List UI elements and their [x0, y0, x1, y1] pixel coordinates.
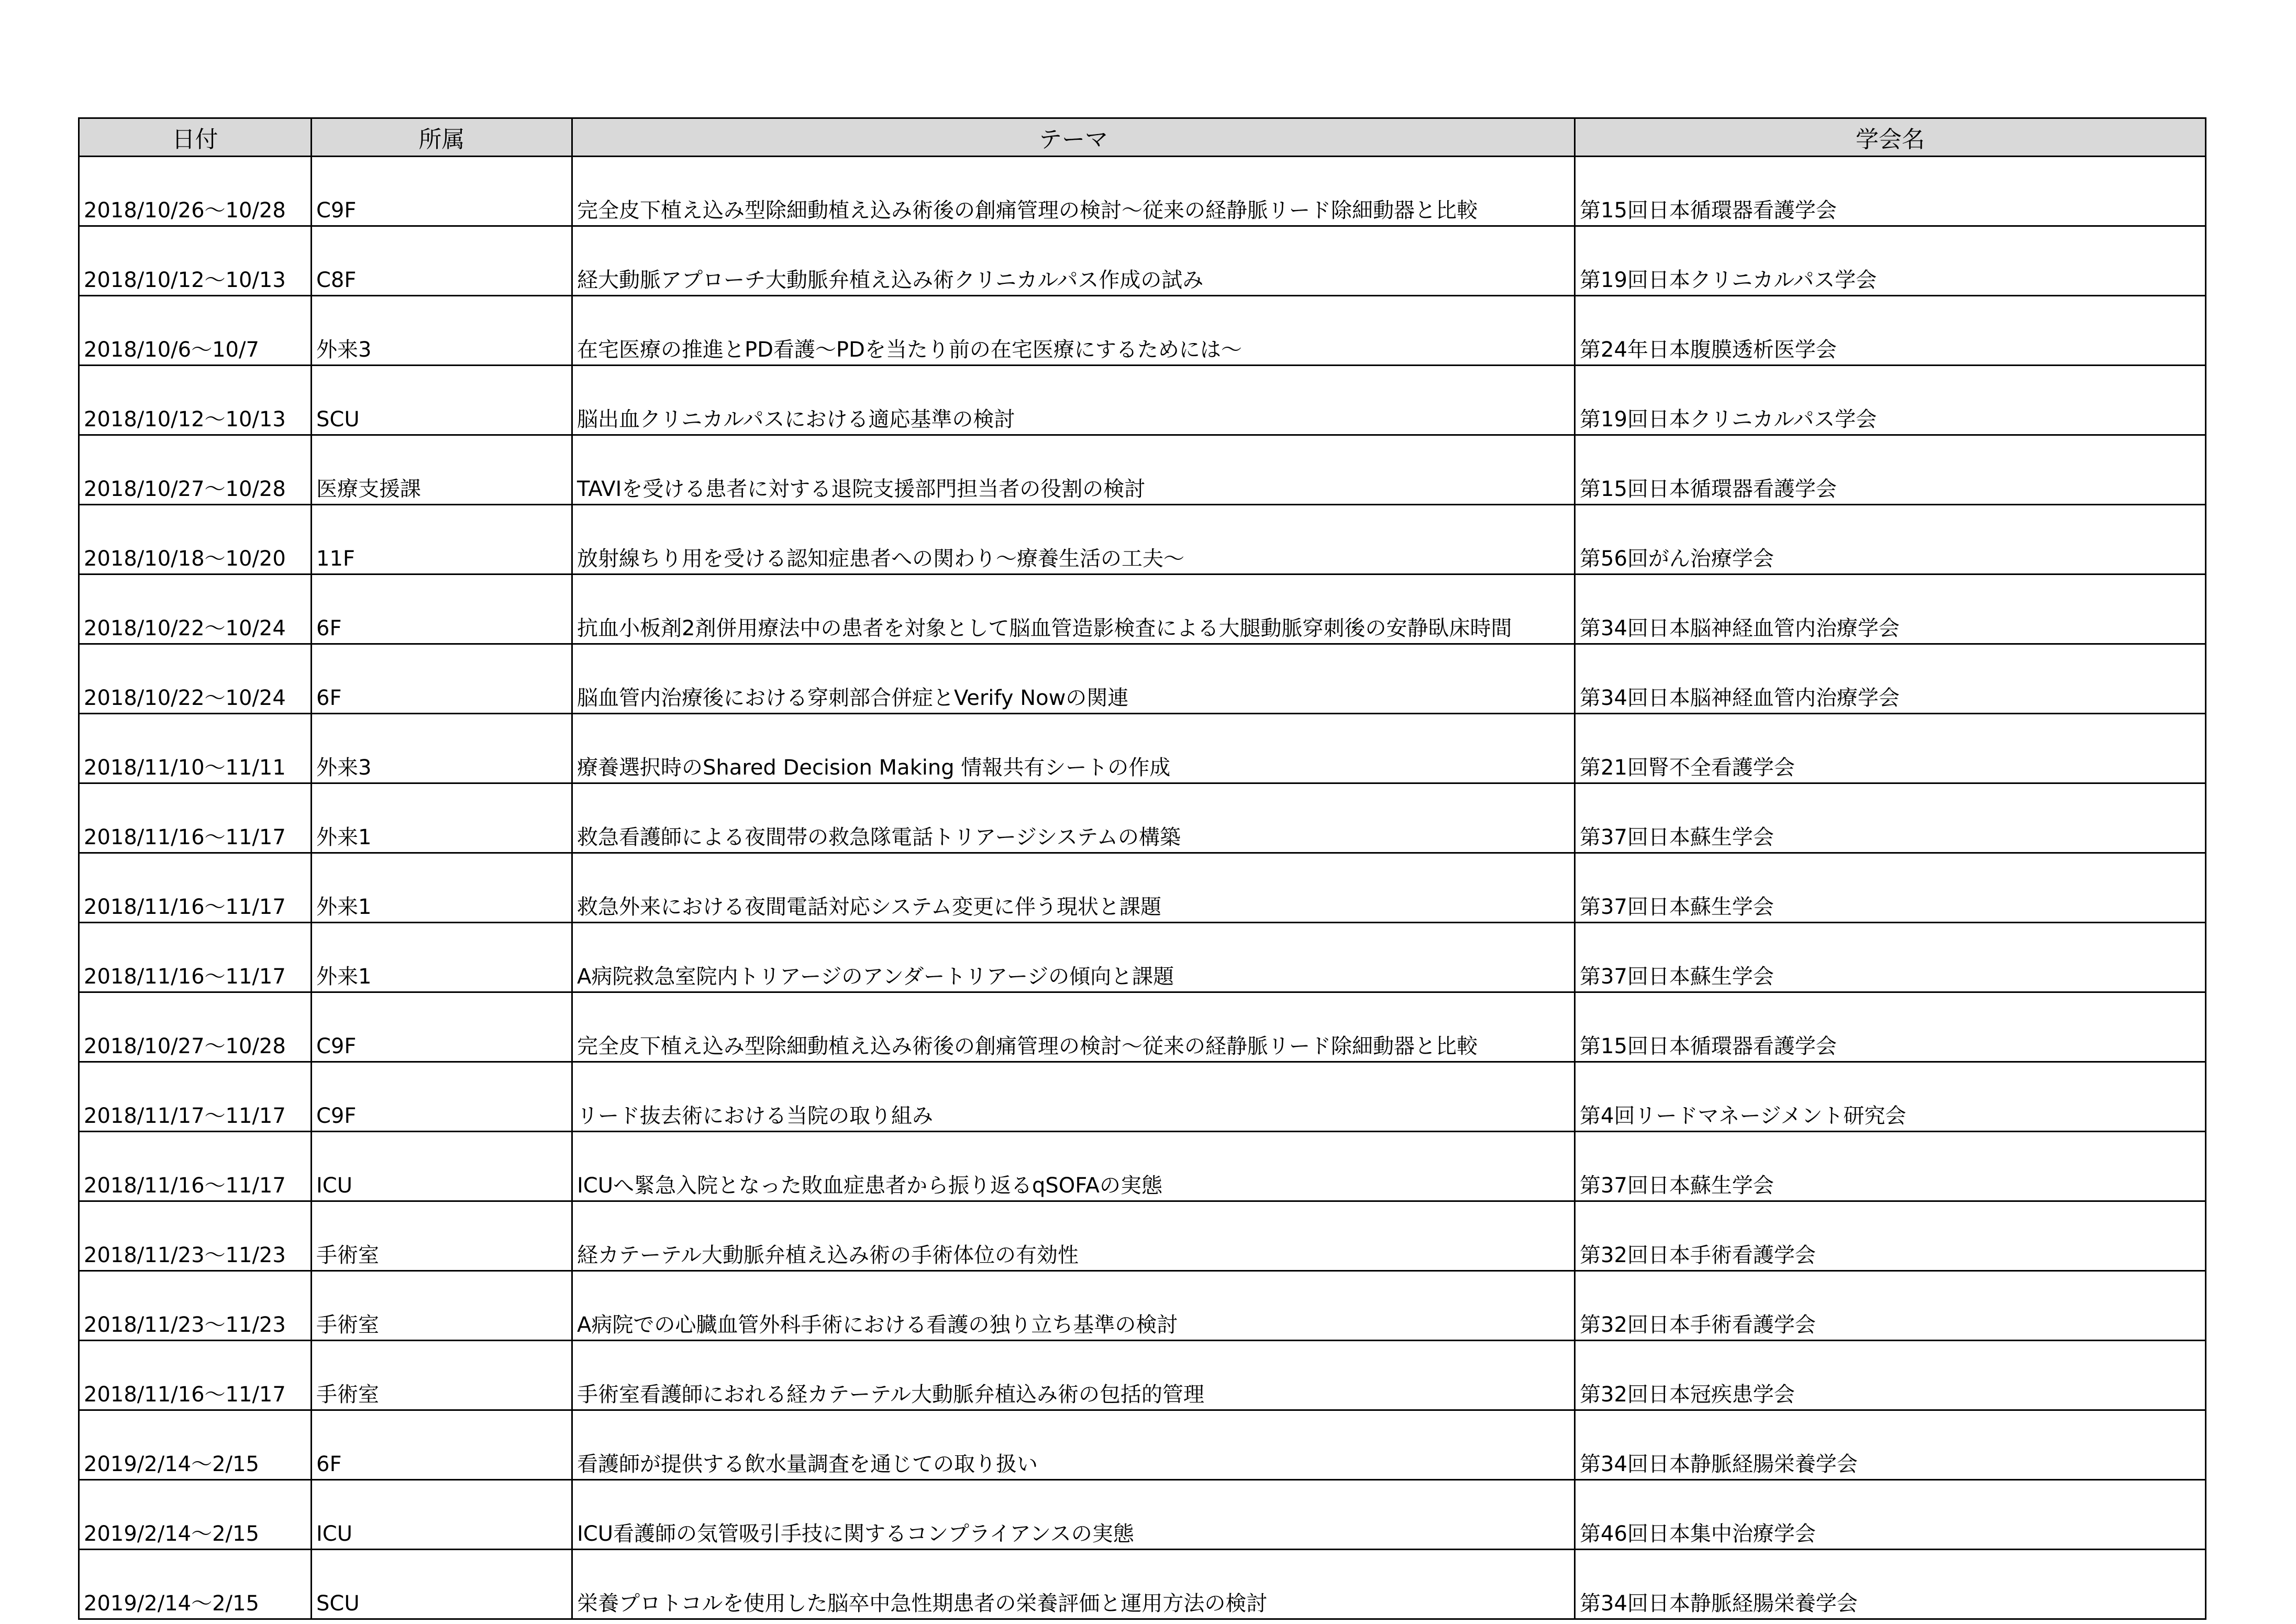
cell-conference: 第56回がん治療学会	[1575, 505, 2206, 575]
cell-dept: C9F	[312, 157, 572, 226]
cell-date: 2018/10/12～10/13	[79, 226, 312, 296]
cell-dept: 外来3	[312, 296, 572, 366]
table-row	[79, 1062, 2206, 1132]
table-row	[79, 1480, 2206, 1550]
cell-conference: 第15回日本循環器看護学会	[1575, 157, 2206, 226]
table-row	[79, 505, 2206, 575]
cell-dept: ICU	[312, 1132, 572, 1201]
cell-conference: 第32回日本手術看護学会	[1575, 1271, 2206, 1341]
cell-theme: 抗血小板剤2剤併用療法中の患者を対象として脳血管造影検査による大腿動脈穿刺後の安静臥床時間	[572, 575, 1575, 644]
cell-date: 2018/11/16～11/17	[79, 923, 312, 992]
cell-theme: 療養選択時のShared Decision Making 情報共有シートの作成	[572, 714, 1575, 783]
cell-date: 2018/10/22～10/24	[79, 575, 312, 644]
cell-date: 2018/11/10～11/11	[79, 714, 312, 783]
table-row	[79, 435, 2206, 505]
cell-conference: 第34回日本脳神経血管内治療学会	[1575, 644, 2206, 714]
cell-conference: 第37回日本蘇生学会	[1575, 853, 2206, 923]
cell-theme: 看護師が提供する飲水量調査を通じての取り扱い	[572, 1410, 1575, 1480]
header-dept: 所属	[312, 118, 572, 157]
cell-dept: ICU	[312, 1480, 572, 1550]
cell-conference: 第15回日本循環器看護学会	[1575, 435, 2206, 505]
cell-theme: 経カテーテル大動脈弁植え込み術の手術体位の有効性	[572, 1201, 1575, 1271]
cell-theme: 在宅医療の推進とPD看護～PDを当たり前の在宅医療にするためには～	[572, 296, 1575, 366]
cell-date: 2018/10/12～10/13	[79, 366, 312, 435]
cell-date: 2018/11/16～11/17	[79, 783, 312, 853]
cell-conference: 第24年日本腹膜透析医学会	[1575, 296, 2206, 366]
cell-date: 2019/2/14～2/15	[79, 1550, 312, 1619]
cell-conference: 第4回リードマネージメント研究会	[1575, 1062, 2206, 1132]
cell-date: 2018/10/22～10/24	[79, 644, 312, 714]
cell-theme: 脳血管内治療後における穿刺部合併症とVerify Nowの関連	[572, 644, 1575, 714]
cell-date: 2018/11/23～11/23	[79, 1201, 312, 1271]
cell-dept: 手術室	[312, 1271, 572, 1341]
table-row	[79, 1132, 2206, 1201]
cell-conference: 第37回日本蘇生学会	[1575, 1132, 2206, 1201]
cell-conference: 第46回日本集中治療学会	[1575, 1480, 2206, 1550]
cell-conference: 第19回日本クリニカルパス学会	[1575, 366, 2206, 435]
cell-conference: 第21回腎不全看護学会	[1575, 714, 2206, 783]
cell-dept: 手術室	[312, 1341, 572, 1410]
cell-theme: 手術室看護師におれる経カテーテル大動脈弁植込み術の包括的管理	[572, 1341, 1575, 1410]
cell-conference: 第34回日本静脈経腸栄養学会	[1575, 1550, 2206, 1619]
cell-date: 2018/10/6～10/7	[79, 296, 312, 366]
table-row	[79, 226, 2206, 296]
table-row	[79, 853, 2206, 923]
cell-theme: TAVIを受ける患者に対する退院支援部門担当者の役割の検討	[572, 435, 1575, 505]
cell-date: 2018/11/23～11/23	[79, 1271, 312, 1341]
table-row	[79, 1271, 2206, 1341]
cell-date: 2018/11/16～11/17	[79, 853, 312, 923]
table-row	[79, 714, 2206, 783]
table-row	[79, 1410, 2206, 1480]
cell-dept: 外来3	[312, 714, 572, 783]
header-theme: テーマ	[572, 118, 1575, 157]
cell-theme: ICU看護師の気管吸引手技に関するコンプライアンスの実態	[572, 1480, 1575, 1550]
cell-date: 2019/2/14～2/15	[79, 1480, 312, 1550]
cell-date: 2018/10/26～10/28	[79, 157, 312, 226]
header-row	[79, 118, 2206, 157]
header-conference: 学会名	[1575, 118, 2206, 157]
cell-theme: 経大動脈アプローチ大動脈弁植え込み術クリニカルパス作成の試み	[572, 226, 1575, 296]
cell-dept: 6F	[312, 644, 572, 714]
table-row	[79, 157, 2206, 226]
cell-dept: 手術室	[312, 1201, 572, 1271]
cell-dept: C9F	[312, 992, 572, 1062]
cell-dept: 医療支援課	[312, 435, 572, 505]
cell-theme: 栄養プロトコルを使用した脳卒中急性期患者の栄養評価と運用方法の検討	[572, 1550, 1575, 1619]
cell-conference: 第15回日本循環器看護学会	[1575, 992, 2206, 1062]
cell-date: 2018/10/27～10/28	[79, 992, 312, 1062]
table-row	[79, 1341, 2206, 1410]
cell-dept: SCU	[312, 1550, 572, 1619]
cell-theme: 完全皮下植え込み型除細動植え込み術後の創痛管理の検討～従来の経静脈リード除細動器と比較	[572, 157, 1575, 226]
cell-theme: ICUへ緊急入院となった敗血症患者から振り返るqSOFAの実態	[572, 1132, 1575, 1201]
cell-dept: 外来1	[312, 853, 572, 923]
cell-date: 2018/11/16～11/17	[79, 1341, 312, 1410]
cell-theme: 放射線ちり用を受ける認知症患者への関わり～療養生活の工夫～	[572, 505, 1575, 575]
table-row	[79, 575, 2206, 644]
header-date: 日付	[79, 118, 312, 157]
cell-dept: C9F	[312, 1062, 572, 1132]
table-row	[79, 783, 2206, 853]
cell-date: 2018/11/17～11/17	[79, 1062, 312, 1132]
cell-dept: 外来1	[312, 923, 572, 992]
table-row	[79, 644, 2206, 714]
cell-dept: 11F	[312, 505, 572, 575]
cell-conference: 第32回日本手術看護学会	[1575, 1201, 2206, 1271]
cell-date: 2018/11/16～11/17	[79, 1132, 312, 1201]
table-row	[79, 1201, 2206, 1271]
cell-theme: 脳出血クリニカルパスにおける適応基準の検討	[572, 366, 1575, 435]
cell-date: 2018/10/18～10/20	[79, 505, 312, 575]
cell-date: 2018/10/27～10/28	[79, 435, 312, 505]
cell-dept: C8F	[312, 226, 572, 296]
conference-table	[78, 117, 2206, 1620]
cell-dept: 外来1	[312, 783, 572, 853]
cell-conference: 第32回日本冠疾患学会	[1575, 1341, 2206, 1410]
table-row	[79, 992, 2206, 1062]
cell-theme: リード抜去術における当院の取り組み	[572, 1062, 1575, 1132]
table-row	[79, 1550, 2206, 1619]
cell-theme: 救急看護師による夜間帯の救急隊電話トリアージシステムの構築	[572, 783, 1575, 853]
cell-conference: 第34回日本静脈経腸栄養学会	[1575, 1410, 2206, 1480]
cell-theme: 完全皮下植え込み型除細動植え込み術後の創痛管理の検討～従来の経静脈リード除細動器と比較	[572, 992, 1575, 1062]
cell-theme: A病院救急室院内トリアージのアンダートリアージの傾向と課題	[572, 923, 1575, 992]
cell-date: 2019/2/14～2/15	[79, 1410, 312, 1480]
cell-conference: 第37回日本蘇生学会	[1575, 783, 2206, 853]
cell-dept: 6F	[312, 1410, 572, 1480]
cell-theme: 救急外来における夜間電話対応システム変更に伴う現状と課題	[572, 853, 1575, 923]
table-row	[79, 923, 2206, 992]
table-row	[79, 296, 2206, 366]
cell-conference: 第19回日本クリニカルパス学会	[1575, 226, 2206, 296]
cell-conference: 第34回日本脳神経血管内治療学会	[1575, 575, 2206, 644]
cell-dept: SCU	[312, 366, 572, 435]
cell-conference: 第37回日本蘇生学会	[1575, 923, 2206, 992]
cell-dept: 6F	[312, 575, 572, 644]
cell-theme: A病院での心臓血管外科手術における看護の独り立ち基準の検討	[572, 1271, 1575, 1341]
table-row	[79, 366, 2206, 435]
